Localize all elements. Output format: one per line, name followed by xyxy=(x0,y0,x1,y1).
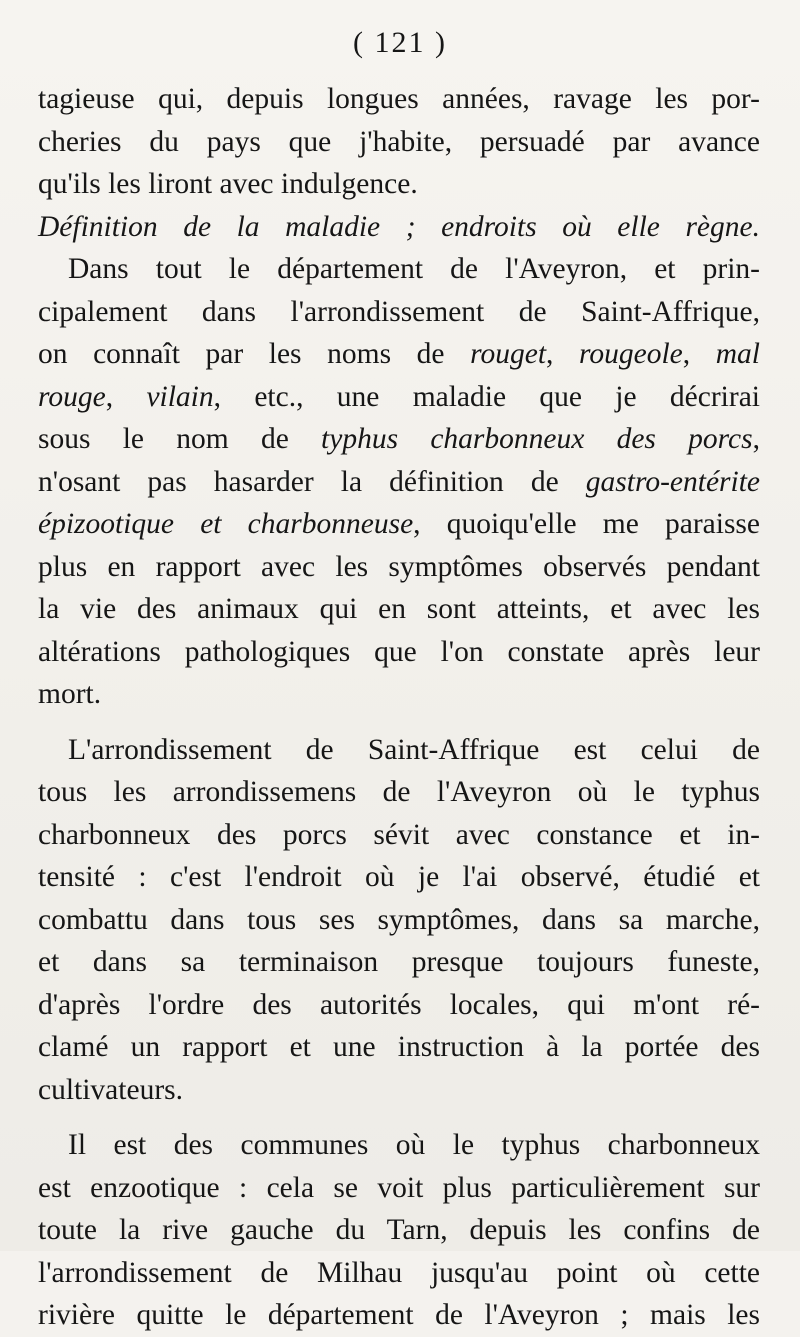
text-line: mort. xyxy=(38,678,102,710)
text-line: tensité : c'est l'endroit où je l'ai observé, étudié et xyxy=(38,861,760,893)
text-line: combattu dans tous ses symptômes, dans sa marche, xyxy=(38,903,760,936)
paragraph-gap xyxy=(38,1111,760,1124)
text-line xyxy=(38,461,760,504)
italic-term: rouget xyxy=(470,338,547,370)
text-run: , quoiqu'elle me paraisse xyxy=(413,508,760,540)
italic-term: gastro-entérite xyxy=(585,465,760,498)
text-line: tous les arrondissemens de l'Aveyron où le typhus xyxy=(38,776,760,808)
text-run: , xyxy=(752,423,760,455)
text-run: n'osant pas hasarder la définition de xyxy=(38,465,586,498)
text-run: , xyxy=(546,338,579,370)
text-line: toute la rive gauche du Tarn, depuis les confins de xyxy=(38,1214,760,1246)
italic-term: rougeole xyxy=(579,338,683,370)
text-line: et dans sa terminaison presque toujours funeste, xyxy=(38,946,760,978)
text-run: , xyxy=(105,380,147,413)
text-line: l'arrondissement de Milhau jusqu'au point où cette xyxy=(38,1256,760,1289)
text-line: qu'ils les liront avec indulgence. xyxy=(38,168,418,200)
body-text xyxy=(38,78,760,1337)
text-line: plus en rapport avec les symptômes observés pendant xyxy=(38,550,760,583)
text-line: est enzootique : cela se voit plus particulièrement sur xyxy=(38,1171,760,1204)
text-line: cheries du pays que j'habite, persuadé par avance xyxy=(38,125,760,158)
text-line: altérations pathologiques que l'on constate après leur xyxy=(38,635,760,668)
paragraph-gap xyxy=(38,716,760,729)
italic-term: épizootique et charbonneuse xyxy=(38,508,414,540)
text-line: Il est des communes où le typhus charbonneux xyxy=(68,1129,760,1161)
text-line: Dans tout le département de l'Aveyron, et prin- xyxy=(68,253,760,285)
text-line: charbonneux des porcs sévit avec constance et in- xyxy=(38,818,760,851)
page-number: ( 121 ) xyxy=(353,26,447,59)
text-run: on connaît par les noms de xyxy=(38,338,471,370)
text-line xyxy=(38,418,760,461)
text-line xyxy=(38,503,760,546)
text-line: cultivateurs. xyxy=(38,1073,183,1106)
section-heading: Définition de la maladie ; endroits où elle règne. xyxy=(38,210,760,243)
text-run: sous le nom de xyxy=(38,423,322,455)
text-line: L'arrondissement de Saint-Affrique est celui de xyxy=(68,733,760,766)
text-line: clamé un rapport et une instruction à la portée des xyxy=(38,1031,760,1063)
text-line: la vie des animaux qui en sont atteints, et avec les xyxy=(38,593,760,625)
italic-term: typhus charbonneux des porcs xyxy=(321,423,753,455)
text-line xyxy=(38,333,760,376)
text-line: cipalement dans l'arrondissement de Saint-Affrique, xyxy=(38,295,760,328)
italic-term: vilain xyxy=(146,380,214,413)
text-line: d'après l'ordre des autorités locales, qui m'ont ré- xyxy=(38,988,760,1021)
text-run: , xyxy=(682,338,716,370)
text-run: , etc., une maladie que je décrirai xyxy=(213,380,760,413)
italic-term: rouge xyxy=(38,380,106,413)
text-line: tagieuse qui, depuis longues années, ravage les por- xyxy=(38,83,760,115)
text-line: rivière quitte le département de l'Aveyron ; mais les xyxy=(38,1299,760,1331)
text-line xyxy=(38,376,760,419)
italic-term: mal xyxy=(715,338,760,370)
